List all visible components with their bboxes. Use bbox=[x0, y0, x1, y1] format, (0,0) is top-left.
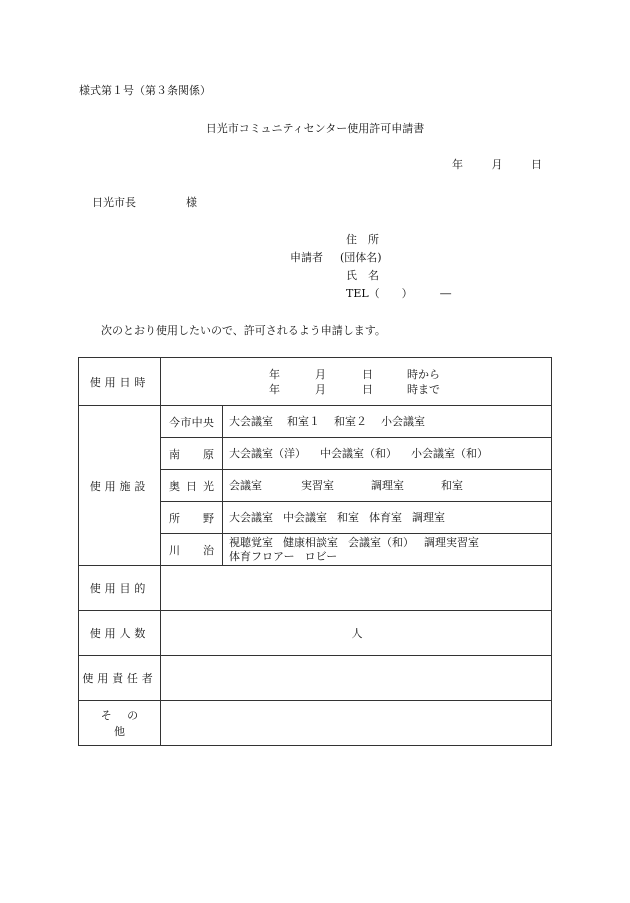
facility-name-part: 所 bbox=[169, 511, 180, 525]
facility-name-part: 奥 bbox=[169, 479, 180, 493]
room-option[interactable]: 大会議室 bbox=[229, 414, 273, 428]
name-label: 氏 名 bbox=[346, 269, 379, 282]
room-option[interactable]: 大会議室（洋） bbox=[229, 446, 306, 460]
addressee bbox=[92, 194, 197, 210]
other-row bbox=[79, 701, 552, 746]
room-option[interactable]: 中会議室 bbox=[283, 510, 327, 524]
facilities-label: 使用施設 bbox=[79, 406, 161, 566]
other-field[interactable] bbox=[161, 701, 552, 746]
facility-rooms-kawaji bbox=[223, 534, 552, 566]
to-year: 年 bbox=[269, 382, 280, 396]
from-month: 月 bbox=[315, 367, 326, 381]
room-option[interactable]: 小会議室 bbox=[381, 414, 425, 428]
room-option[interactable]: 会議室（和） bbox=[348, 535, 414, 549]
room-option[interactable]: 和室 bbox=[441, 478, 463, 492]
room-option[interactable]: 体育フロアー bbox=[229, 549, 295, 563]
room-option[interactable]: 調理室 bbox=[371, 478, 404, 492]
purpose-row bbox=[79, 566, 552, 611]
headcount-label: 使用人数 bbox=[79, 611, 161, 656]
document-title: 日光市コミュニティセンター使用許可申請書 bbox=[205, 122, 425, 135]
room-option[interactable]: 小会議室（和） bbox=[411, 446, 488, 460]
facility-name-imaichi bbox=[161, 406, 223, 438]
rooms-line-2 bbox=[229, 550, 551, 564]
facility-name-part: 央 bbox=[202, 415, 214, 429]
addressee-name: 日光市長 bbox=[92, 196, 136, 209]
purpose-label: 使用目的 bbox=[79, 566, 161, 611]
month-label: 月 bbox=[491, 158, 503, 171]
facility-name-part: 中 bbox=[191, 415, 203, 429]
room-option[interactable]: 健康相談室 bbox=[283, 535, 338, 549]
facility-name-okunikko bbox=[161, 470, 223, 502]
facility-name-tokorono bbox=[161, 502, 223, 534]
datetime-to-line bbox=[269, 382, 469, 397]
room-option[interactable]: 視聴覚室 bbox=[229, 535, 273, 549]
rooms-line-1 bbox=[229, 536, 551, 550]
room-option[interactable]: 和室 bbox=[337, 510, 359, 524]
facility-name-part: 原 bbox=[203, 447, 214, 461]
application-table bbox=[78, 357, 552, 746]
headcount-row bbox=[79, 611, 552, 656]
responsible-row bbox=[79, 656, 552, 701]
room-option[interactable]: 和室２ bbox=[334, 414, 367, 428]
datetime-from-line bbox=[269, 367, 469, 382]
room-option[interactable]: 大会議室 bbox=[229, 510, 273, 524]
to-hour: 時まで bbox=[407, 382, 440, 396]
facility-rooms-tokorono bbox=[223, 502, 552, 534]
applicant-block bbox=[290, 231, 490, 303]
facility-rooms-imaichi bbox=[223, 406, 552, 438]
facility-rooms-okunikko bbox=[223, 470, 552, 502]
room-option[interactable]: 和室１ bbox=[287, 414, 320, 428]
to-month: 月 bbox=[315, 382, 326, 396]
form-number: 様式第１号（第３条関係） bbox=[79, 84, 211, 97]
other-label: その他 bbox=[79, 701, 161, 746]
from-year: 年 bbox=[269, 367, 280, 381]
responsible-label: 使用責任者 bbox=[79, 656, 161, 701]
responsible-field[interactable] bbox=[161, 656, 552, 701]
room-option[interactable]: 実習室 bbox=[301, 478, 334, 492]
facility-name-part: 治 bbox=[203, 543, 214, 557]
addressee-honorific: 様 bbox=[186, 196, 197, 209]
facility-name-part: 光 bbox=[203, 479, 214, 493]
facility-rooms-minamihara bbox=[223, 438, 552, 470]
from-day: 日 bbox=[362, 367, 373, 381]
purpose-field[interactable] bbox=[161, 566, 552, 611]
room-option[interactable]: 調理実習室 bbox=[424, 535, 479, 549]
usage-datetime-label: 使用日時 bbox=[79, 358, 161, 406]
headcount-field[interactable] bbox=[161, 611, 552, 656]
intro-text: 次のとおり使用したいので、許可されるよう申請します。 bbox=[101, 324, 386, 337]
group-name-label: (団体名) bbox=[340, 251, 382, 264]
facility-name-part: 今 bbox=[169, 415, 180, 429]
usage-datetime-field[interactable] bbox=[161, 358, 552, 406]
applicant-label: 申請者 bbox=[290, 251, 323, 264]
day-label: 日 bbox=[531, 158, 542, 171]
facility-name-part: 野 bbox=[203, 511, 214, 525]
address-label: 住 所 bbox=[346, 233, 379, 246]
facility-name-kawaji bbox=[161, 534, 223, 566]
year-label: 年 bbox=[452, 158, 463, 171]
room-option[interactable]: 体育室 bbox=[369, 510, 402, 524]
room-option[interactable]: 調理室 bbox=[412, 510, 445, 524]
facility-name-part: 日 bbox=[186, 479, 197, 493]
application-date bbox=[452, 156, 542, 172]
room-option[interactable]: 中会議室（和） bbox=[320, 446, 397, 460]
headcount-unit: 人 bbox=[351, 627, 363, 640]
facility-name-part: 南 bbox=[169, 447, 180, 461]
to-day: 日 bbox=[362, 382, 373, 396]
usage-datetime-row bbox=[79, 358, 552, 406]
facility-row-imaichi bbox=[79, 406, 552, 438]
from-hour: 時から bbox=[407, 367, 440, 381]
room-option[interactable]: 会議室 bbox=[229, 478, 262, 492]
facility-name-part: 市 bbox=[180, 415, 192, 429]
room-option[interactable]: ロビー bbox=[304, 549, 338, 563]
tel-label: TEL（ ） ― bbox=[346, 287, 452, 300]
facility-name-part: 川 bbox=[169, 543, 180, 557]
facility-name-minamihara bbox=[161, 438, 223, 470]
